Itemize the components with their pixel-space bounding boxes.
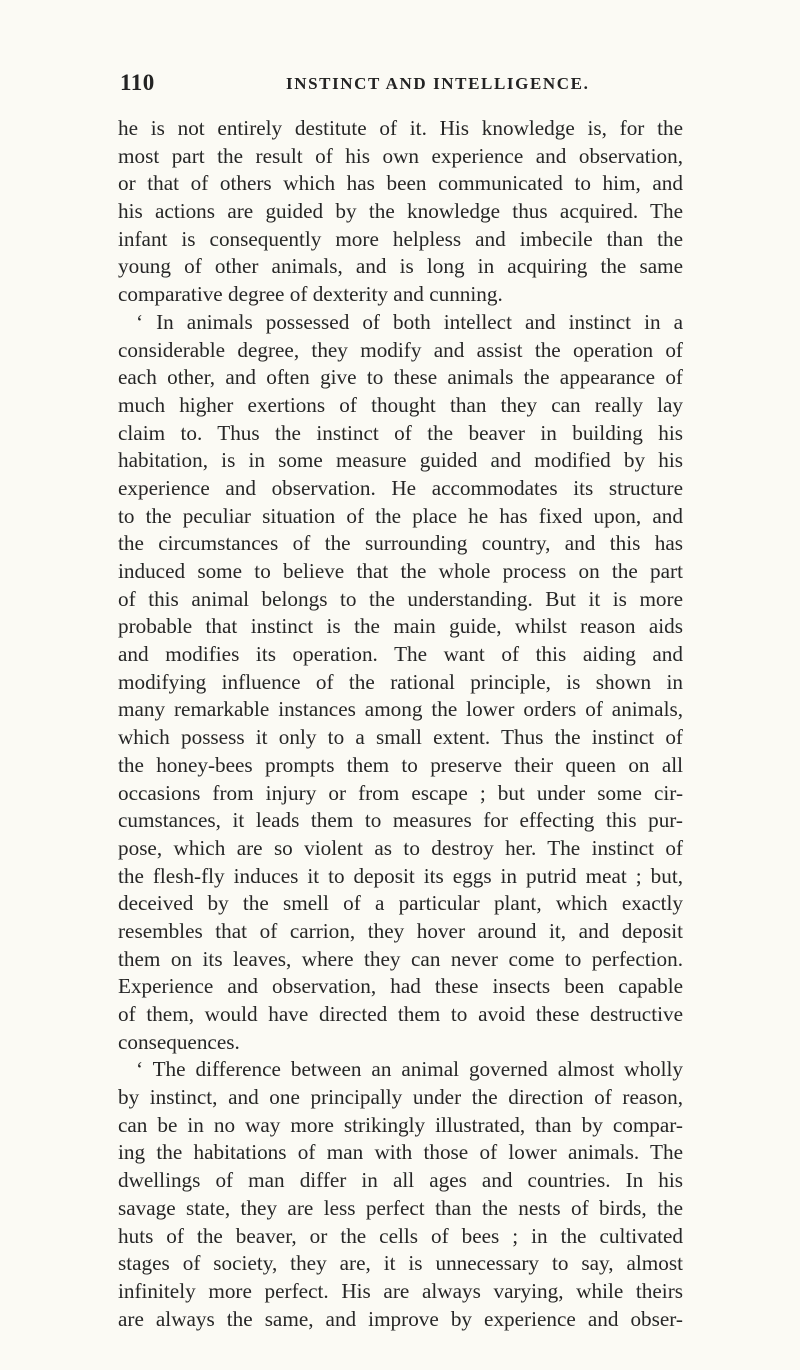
text-line: huts of the beaver, or the cells of bees ; in the cultivated xyxy=(118,1223,683,1248)
text-line: consequences. xyxy=(118,1029,240,1054)
text-line: resembles that of carrion, they hover around it, and deposit xyxy=(118,918,683,943)
text-line: and modifies its operation. The want of this aiding and xyxy=(118,642,683,667)
text-line: stages of society, they are, it is unnecessary to say, almost xyxy=(118,1251,683,1276)
text-line: cumstances, it leads them to measures for effecting this pur- xyxy=(118,808,683,833)
text-line: occasions from injury or from escape ; but under some cir- xyxy=(118,780,683,805)
text-line: are always the same, and improve by experience and obser- xyxy=(118,1306,683,1331)
text-line: the circumstances of the surrounding country, and this has xyxy=(118,531,683,556)
text-line: which possess it only to a small extent. Thus the instinct of xyxy=(118,725,683,750)
text-line: of this animal belongs to the understanding. But it is more xyxy=(118,586,683,611)
text-line: comparative degree of dexterity and cunning. xyxy=(118,282,503,307)
text-line: pose, which are so violent as to destroy her. The instinct of xyxy=(118,835,683,860)
text-line: deceived by the smell of a particular plant, which exactly xyxy=(118,891,683,916)
text-line: many remarkable instances among the lower orders of animals, xyxy=(118,697,683,722)
text-line: by instinct, and one principally under the direction of reason, xyxy=(118,1085,683,1110)
text-line: ing the habitations of man with those of lower animals. The xyxy=(118,1140,683,1165)
text-line: of them, would have directed them to avoid these destructive xyxy=(118,1002,683,1026)
text-line: induced some to believe that the whole process on the part xyxy=(118,559,683,583)
text-line: or that of others which has been communicated to him, and xyxy=(118,171,683,196)
chapter-title: INSTINCT AND INTELLIGENCE. xyxy=(286,74,590,93)
text-line: the honey-bees prompts them to preserve their queen on all xyxy=(118,752,683,777)
page-number: 110 xyxy=(120,70,155,95)
text-line: savage state, they are less perfect than the nests of birds, the xyxy=(118,1195,683,1220)
text-line: young of other animals, and is long in acquiring the same xyxy=(118,254,683,279)
text-line: most part the result of his own experience and observation, xyxy=(118,143,683,168)
text-line: probable that instinct is the main guide, whilst reason aids xyxy=(118,614,683,639)
text-line: his actions are guided by the knowledge thus acquired. The xyxy=(118,199,683,224)
text-line: the flesh-fly induces it to deposit its eggs in putrid meat ; but, xyxy=(118,863,683,888)
text-line: considerable degree, they modify and assist the operation of xyxy=(118,337,683,362)
paragraph-start: ‘ In animals possessed of both intellect and instinct in a xyxy=(136,309,683,334)
text-line: experience and observation. He accommodates its structure xyxy=(118,475,683,500)
paragraph-start: ‘ The difference between an animal governed almost wholly xyxy=(136,1057,683,1082)
text-line: much higher exertions of thought than they can really lay xyxy=(118,392,683,417)
body-text xyxy=(118,115,683,1333)
text-line: Experience and observation, had these insects been capable xyxy=(118,974,683,999)
text-line: claim to. Thus the instinct of the beaver in building his xyxy=(118,420,683,445)
text-line: to the peculiar situation of the place he has fixed upon, and xyxy=(118,503,683,528)
text-line: he is not entirely destitute of it. His knowledge is, for the xyxy=(118,116,683,140)
text-line: modifying influence of the rational principle, is shown in xyxy=(118,669,683,694)
text-line: them on its leaves, where they can never come to perfection. xyxy=(118,946,683,971)
text-line: can be in no way more strikingly illustrated, than by compar- xyxy=(118,1112,683,1137)
text-line: dwellings of man differ in all ages and countries. In his xyxy=(118,1168,683,1193)
text-line: infinitely more perfect. His are always varying, while theirs xyxy=(118,1278,683,1303)
running-head xyxy=(120,70,680,98)
text-line: habitation, is in some measure guided and modified by his xyxy=(118,448,683,473)
text-line: infant is consequently more helpless and imbecile than the xyxy=(118,226,683,251)
text-line: each other, and often give to these animals the appearance of xyxy=(118,365,683,390)
